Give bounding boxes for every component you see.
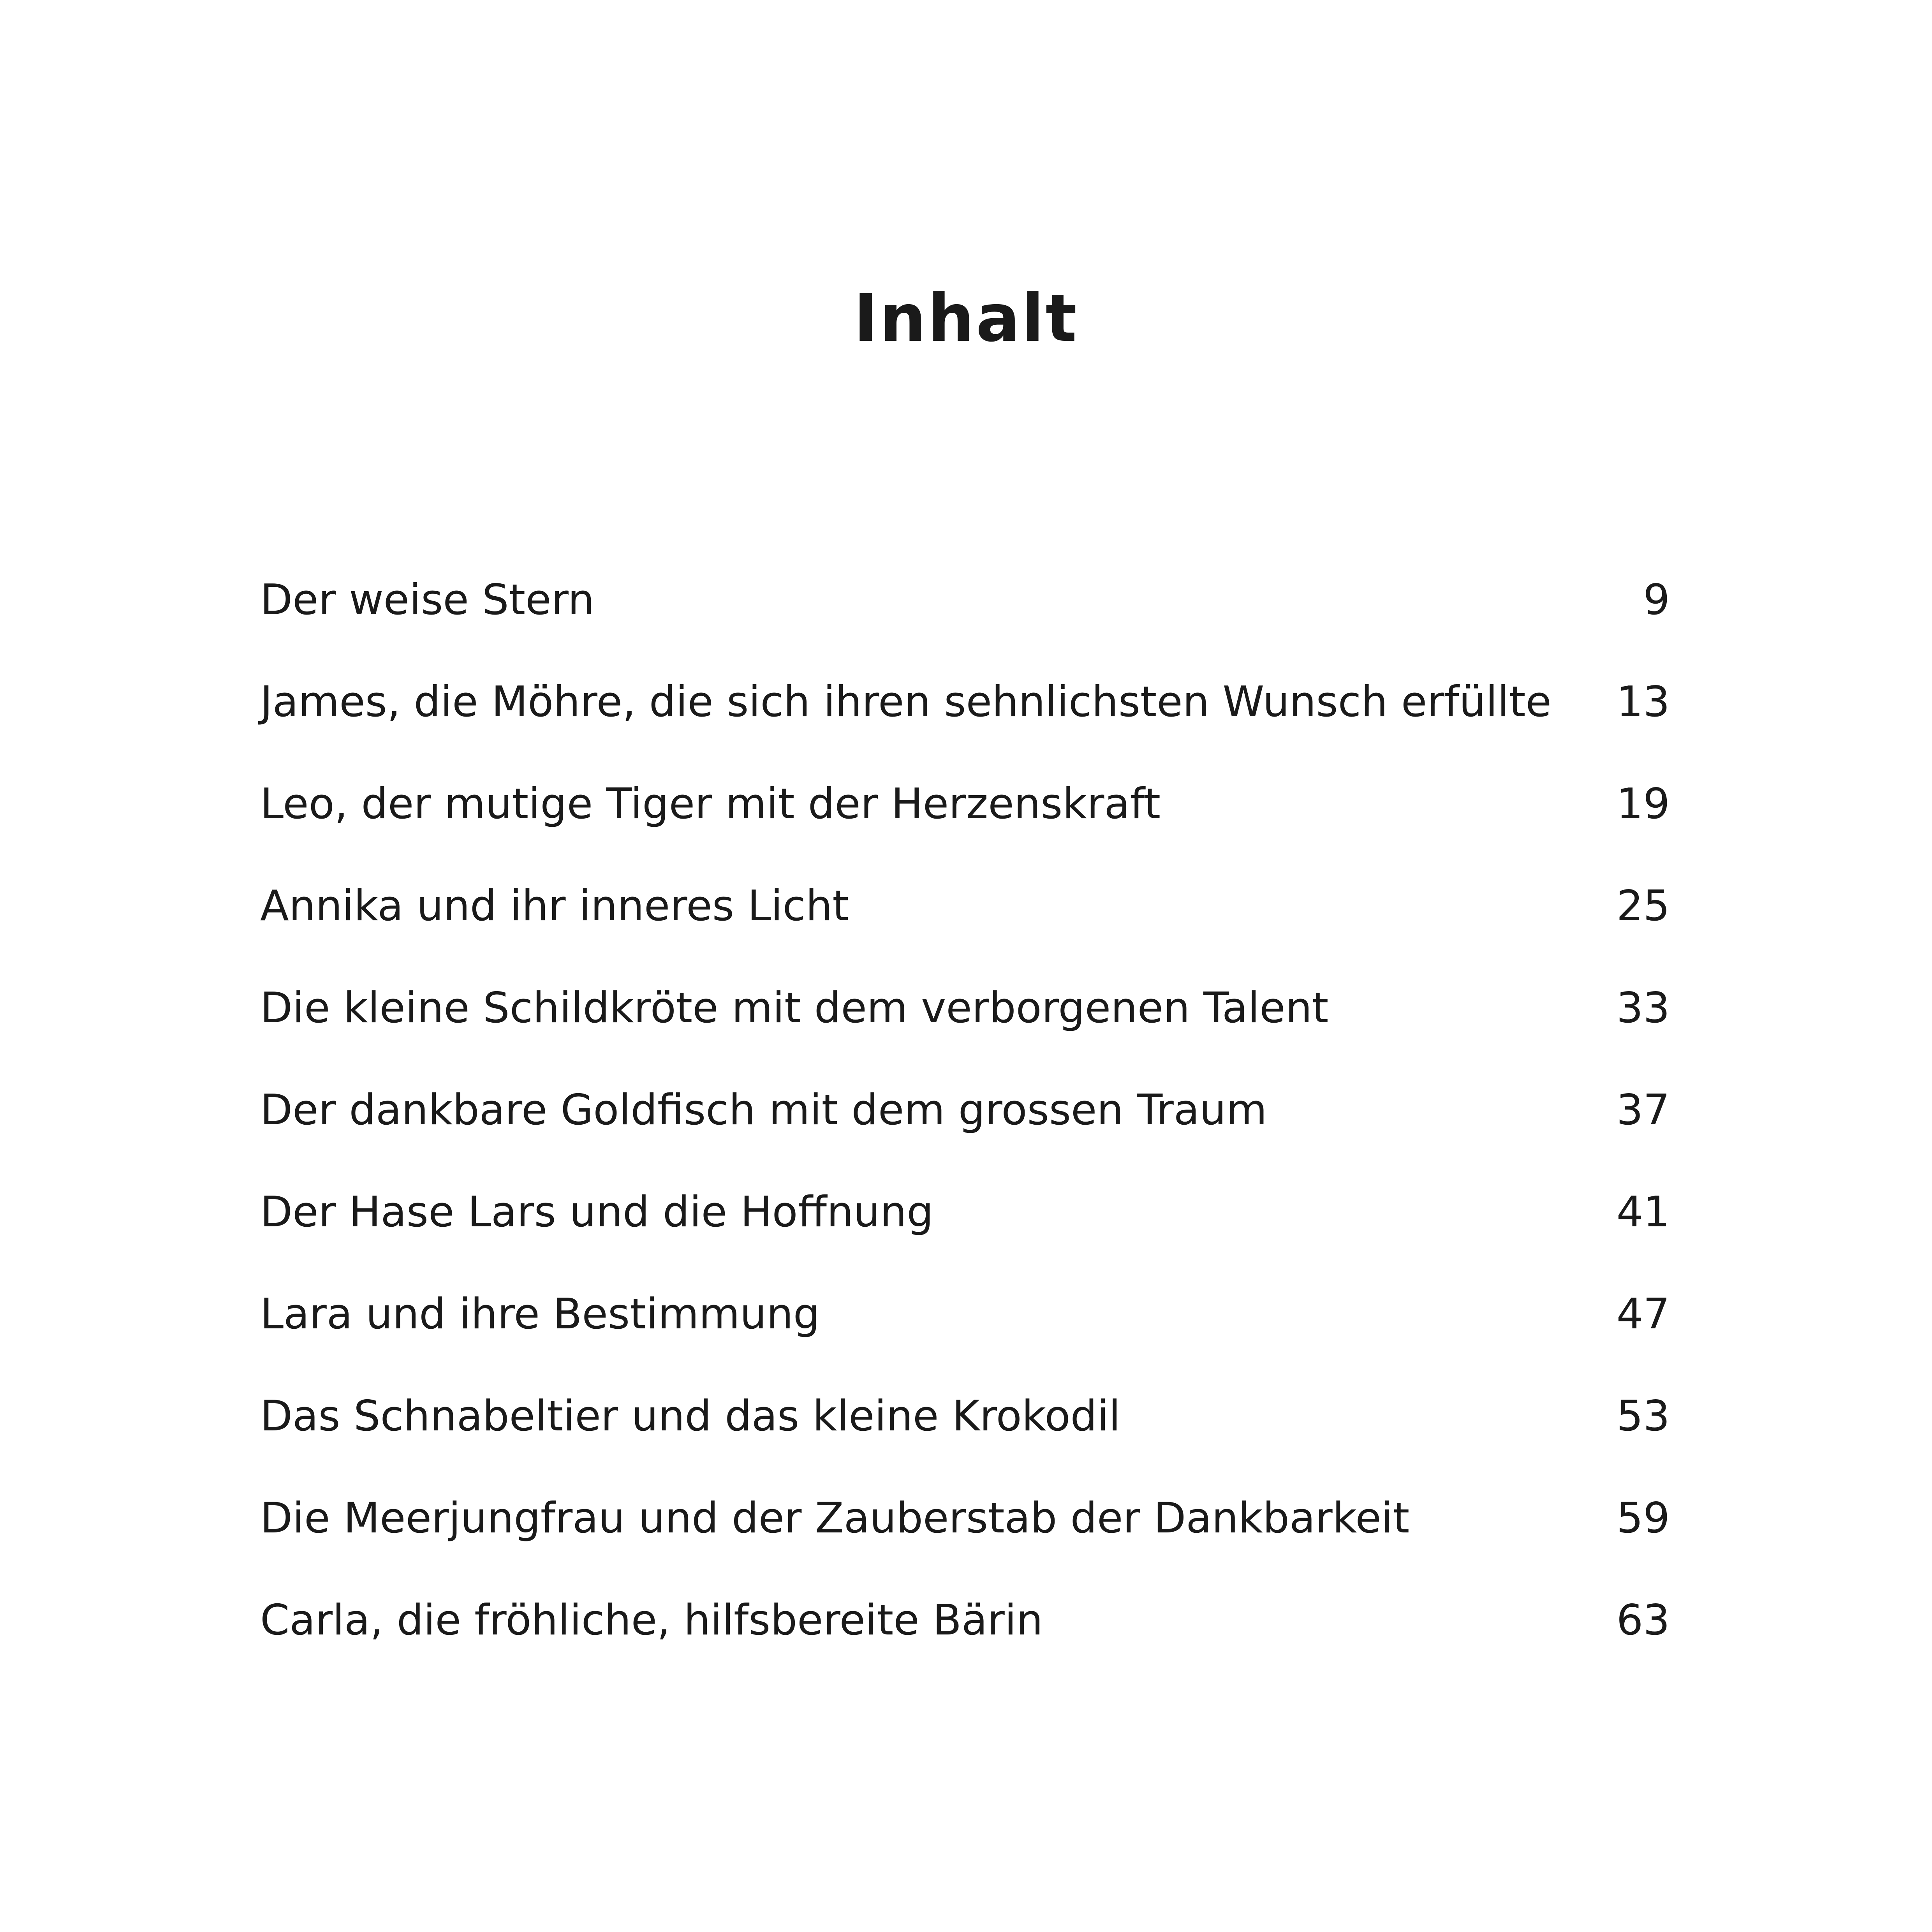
toc-entry-title: Carla, die fröhliche, hilfsbereite Bärin — [260, 1596, 1043, 1645]
toc-entry — [260, 1059, 1670, 1161]
toc-entry — [260, 1263, 1670, 1365]
toc-entry — [260, 651, 1670, 753]
toc-entry-title: Das Schnabeltier und das kleine Krokodil — [260, 1392, 1121, 1441]
toc-entry-title: Die kleine Schildkröte mit dem verborgenen Talent — [260, 984, 1329, 1032]
toc-entry-title: James, die Möhre, die sich ihren sehnlichsten Wunsch erfüllte — [260, 678, 1552, 726]
toc-entry — [260, 549, 1670, 651]
table-of-contents — [260, 549, 1670, 1671]
toc-entry-page-number: 25 — [1616, 882, 1670, 930]
toc-entry-page-number: 41 — [1616, 1188, 1670, 1236]
toc-entry — [260, 753, 1670, 855]
toc-entry — [260, 1365, 1670, 1467]
toc-entry — [260, 1467, 1670, 1569]
toc-entry-page-number: 47 — [1616, 1290, 1670, 1338]
toc-entry-title: Der Hase Lars und die Hoffnung — [260, 1188, 933, 1236]
toc-entry-page-number: 63 — [1616, 1596, 1670, 1645]
toc-entry-page-number: 33 — [1616, 984, 1670, 1032]
toc-entry-title: Leo, der mutige Tiger mit der Herzenskraft — [260, 780, 1161, 828]
toc-entry-page-number: 53 — [1616, 1392, 1670, 1441]
toc-entry — [260, 1161, 1670, 1263]
toc-entry-page-number: 19 — [1616, 780, 1670, 828]
toc-entry-title: Der dankbare Goldfisch mit dem grossen Traum — [260, 1086, 1267, 1134]
toc-entry — [260, 1569, 1670, 1671]
toc-entry-title: Die Meerjungfrau und der Zauberstab der Dankbarkeit — [260, 1494, 1410, 1543]
page-title: Inhalt — [854, 280, 1078, 356]
toc-entry-page-number: 59 — [1616, 1494, 1670, 1543]
toc-entry-title: Lara und ihre Bestimmung — [260, 1290, 820, 1338]
toc-entry-title: Annika und ihr inneres Licht — [260, 882, 849, 930]
toc-entry-page-number: 37 — [1616, 1086, 1670, 1134]
toc-entry — [260, 855, 1670, 957]
toc-entry-page-number: 9 — [1643, 576, 1670, 624]
toc-entry-title: Der weise Stern — [260, 576, 595, 624]
toc-entry — [260, 957, 1670, 1059]
toc-entry-page-number: 13 — [1616, 678, 1670, 726]
